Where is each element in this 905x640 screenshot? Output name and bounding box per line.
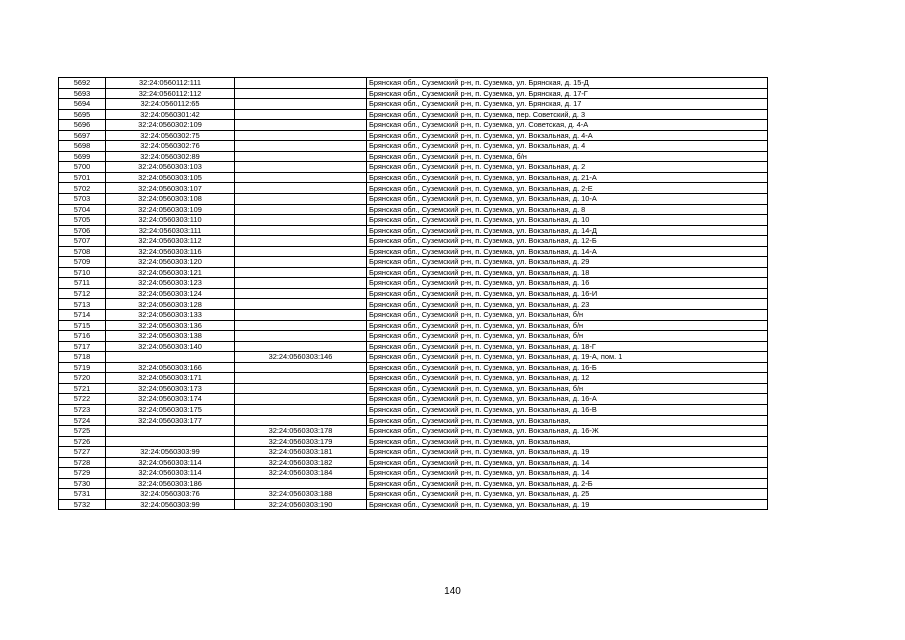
address-cell: Брянская обл., Суземский р-н, п. Суземка, ул. Вокзальная, д. 23 xyxy=(367,299,768,310)
linked-cadastral-number-cell: 32:24:0560303:184 xyxy=(235,468,367,479)
table-row xyxy=(59,489,768,500)
address-cell: Брянская обл., Суземский р-н, п. Суземка, ул. Вокзальная, д. 25 xyxy=(367,489,768,500)
address-cell: Брянская обл., Суземский р-н, п. Суземка, ул. Вокзальная, д. 16-В xyxy=(367,404,768,415)
cadastral-number-cell: 32:24:0560303:110 xyxy=(106,215,235,226)
table-row xyxy=(59,130,768,141)
row-number-cell: 5718 xyxy=(59,352,106,363)
address-cell: Брянская обл., Суземский р-н, п. Суземка, ул. Вокзальная, д. 8 xyxy=(367,204,768,215)
cadastral-number-cell: 32:24:0560303:174 xyxy=(106,394,235,405)
table-row xyxy=(59,288,768,299)
linked-cadastral-number-cell xyxy=(235,478,367,489)
address-cell: Брянская обл., Суземский р-н, п. Суземка, ул. Вокзальная, д. 14-Д xyxy=(367,225,768,236)
cadastral-number-cell: 32:24:0560303:171 xyxy=(106,373,235,384)
row-number-cell: 5710 xyxy=(59,267,106,278)
cadastral-number-cell: 32:24:0560303:124 xyxy=(106,288,235,299)
row-number-cell: 5700 xyxy=(59,162,106,173)
row-number-cell: 5713 xyxy=(59,299,106,310)
cadastral-number-cell xyxy=(106,426,235,437)
table-row xyxy=(59,172,768,183)
row-number-cell: 5709 xyxy=(59,257,106,268)
table-row xyxy=(59,394,768,405)
linked-cadastral-number-cell xyxy=(235,236,367,247)
linked-cadastral-number-cell xyxy=(235,162,367,173)
cadastral-number-cell: 32:24:0560112:111 xyxy=(106,78,235,89)
address-cell: Брянская обл., Суземский р-н, п. Суземка, ул. Вокзальная, д. 12-Б xyxy=(367,236,768,247)
address-cell: Брянская обл., Суземский р-н, п. Суземка, ул. Вокзальная, xyxy=(367,415,768,426)
linked-cadastral-number-cell xyxy=(235,267,367,278)
address-cell: Брянская обл., Суземский р-н, п. Суземка, ул. Вокзальная, б/н xyxy=(367,310,768,321)
row-number-cell: 5706 xyxy=(59,225,106,236)
linked-cadastral-number-cell xyxy=(235,141,367,152)
table-row xyxy=(59,99,768,110)
row-number-cell: 5697 xyxy=(59,130,106,141)
address-cell: Брянская обл., Суземский р-н, п. Суземка, ул. Вокзальная, д. 10-А xyxy=(367,194,768,205)
table-row xyxy=(59,362,768,373)
cadastral-number-cell: 32:24:0560303:108 xyxy=(106,194,235,205)
table-row xyxy=(59,215,768,226)
cadastral-number-cell xyxy=(106,436,235,447)
cadastral-number-cell: 32:24:0560303:103 xyxy=(106,162,235,173)
address-cell: Брянская обл., Суземский р-н, п. Суземка, ул. Брянская, д. 17-Г xyxy=(367,88,768,99)
address-cell: Брянская обл., Суземский р-н, п. Суземка, ул. Вокзальная, д. 21-А xyxy=(367,172,768,183)
table-row xyxy=(59,88,768,99)
row-number-cell: 5711 xyxy=(59,278,106,289)
table-row xyxy=(59,278,768,289)
linked-cadastral-number-cell xyxy=(235,288,367,299)
table-row xyxy=(59,246,768,257)
linked-cadastral-number-cell: 32:24:0560303:146 xyxy=(235,352,367,363)
linked-cadastral-number-cell xyxy=(235,183,367,194)
linked-cadastral-number-cell xyxy=(235,215,367,226)
linked-cadastral-number-cell xyxy=(235,88,367,99)
cadastral-number-cell: 32:24:0560303:133 xyxy=(106,310,235,321)
cadastral-number-cell: 32:24:0560112:112 xyxy=(106,88,235,99)
address-cell: Брянская обл., Суземский р-н, п. Суземка, ул. Вокзальная, д. 19 xyxy=(367,447,768,458)
cadastral-number-cell: 32:24:0560303:114 xyxy=(106,457,235,468)
address-cell: Брянская обл., Суземский р-н, п. Суземка, ул. Вокзальная, д. 19 xyxy=(367,499,768,510)
linked-cadastral-number-cell xyxy=(235,246,367,257)
table-row xyxy=(59,320,768,331)
linked-cadastral-number-cell xyxy=(235,331,367,342)
linked-cadastral-number-cell xyxy=(235,404,367,415)
table-row xyxy=(59,331,768,342)
table-row xyxy=(59,352,768,363)
row-number-cell: 5693 xyxy=(59,88,106,99)
cadastral-number-cell: 32:24:0560303:128 xyxy=(106,299,235,310)
table-row xyxy=(59,436,768,447)
address-cell: Брянская обл., Суземский р-н, п. Суземка, ул. Вокзальная, д. 16-Ж xyxy=(367,426,768,437)
row-number-cell: 5722 xyxy=(59,394,106,405)
row-number-cell: 5731 xyxy=(59,489,106,500)
linked-cadastral-number-cell: 32:24:0560303:188 xyxy=(235,489,367,500)
cadastral-number-cell: 32:24:0560303:136 xyxy=(106,320,235,331)
linked-cadastral-number-cell xyxy=(235,415,367,426)
address-cell: Брянская обл., Суземский р-н, п. Суземка, ул. Советская, д. 4-А xyxy=(367,120,768,131)
row-number-cell: 5716 xyxy=(59,331,106,342)
table-row xyxy=(59,299,768,310)
row-number-cell: 5721 xyxy=(59,383,106,394)
cadastral-number-cell: 32:24:0560303:121 xyxy=(106,267,235,278)
table-row xyxy=(59,447,768,458)
address-cell: Брянская обл., Суземский р-н, п. Суземка, ул. Брянская, д. 17 xyxy=(367,99,768,110)
row-number-cell: 5724 xyxy=(59,415,106,426)
row-number-cell: 5732 xyxy=(59,499,106,510)
linked-cadastral-number-cell: 32:24:0560303:190 xyxy=(235,499,367,510)
cadastral-number-cell: 32:24:0560112:65 xyxy=(106,99,235,110)
row-number-cell: 5696 xyxy=(59,120,106,131)
table-row xyxy=(59,78,768,89)
address-cell: Брянская обл., Суземский р-н, п. Суземка, ул. Вокзальная, д. 14 xyxy=(367,457,768,468)
table-row xyxy=(59,151,768,162)
row-number-cell: 5726 xyxy=(59,436,106,447)
address-cell: Брянская обл., Суземский р-н, п. Суземка, ул. Вокзальная, д. 16-А xyxy=(367,394,768,405)
address-cell: Брянская обл., Суземский р-н, п. Суземка, ул. Брянская, д. 15-Д xyxy=(367,78,768,89)
address-cell: Брянская обл., Суземский р-н, п. Суземка, ул. Вокзальная, д. 14 xyxy=(367,468,768,479)
linked-cadastral-number-cell xyxy=(235,78,367,89)
cadastral-number-cell: 32:24:0560303:120 xyxy=(106,257,235,268)
linked-cadastral-number-cell: 32:24:0560303:181 xyxy=(235,447,367,458)
linked-cadastral-number-cell xyxy=(235,394,367,405)
cadastral-number-cell: 32:24:0560303:177 xyxy=(106,415,235,426)
table-row xyxy=(59,383,768,394)
cadastral-number-cell: 32:24:0560303:138 xyxy=(106,331,235,342)
table-row xyxy=(59,194,768,205)
row-number-cell: 5714 xyxy=(59,310,106,321)
cadastral-number-cell: 32:24:0560303:114 xyxy=(106,468,235,479)
row-number-cell: 5703 xyxy=(59,194,106,205)
row-number-cell: 5698 xyxy=(59,141,106,152)
address-cell: Брянская обл., Суземский р-н, п. Суземка, ул. Вокзальная, д. 18 xyxy=(367,267,768,278)
linked-cadastral-number-cell xyxy=(235,278,367,289)
address-cell: Брянская обл., Суземский р-н, п. Суземка, ул. Вокзальная, д. 2-Е xyxy=(367,183,768,194)
linked-cadastral-number-cell xyxy=(235,373,367,384)
table-row xyxy=(59,373,768,384)
cadastral-number-cell: 32:24:0560303:123 xyxy=(106,278,235,289)
linked-cadastral-number-cell: 32:24:0560303:182 xyxy=(235,457,367,468)
linked-cadastral-number-cell: 32:24:0560303:178 xyxy=(235,426,367,437)
page-number: 140 xyxy=(444,586,461,597)
cadastral-number-cell: 32:24:0560303:109 xyxy=(106,204,235,215)
row-number-cell: 5701 xyxy=(59,172,106,183)
cadastral-number-cell: 32:24:0560303:186 xyxy=(106,478,235,489)
linked-cadastral-number-cell xyxy=(235,204,367,215)
address-cell: Брянская обл., Суземский р-н, п. Суземка, ул. Вокзальная, д. 10 xyxy=(367,215,768,226)
address-cell: Брянская обл., Суземский р-н, п. Суземка, ул. Вокзальная, д. 4 xyxy=(367,141,768,152)
table-row xyxy=(59,415,768,426)
linked-cadastral-number-cell xyxy=(235,299,367,310)
row-number-cell: 5717 xyxy=(59,341,106,352)
address-cell: Брянская обл., Суземский р-н, п. Суземка, пер. Советский, д. 3 xyxy=(367,109,768,120)
address-cell: Брянская обл., Суземский р-н, п. Суземка, ул. Вокзальная, д. 16-И xyxy=(367,288,768,299)
cadastral-number-cell: 32:24:0560301:42 xyxy=(106,109,235,120)
address-cell: Брянская обл., Суземский р-н, п. Суземка, ул. Вокзальная, д. 29 xyxy=(367,257,768,268)
row-number-cell: 5705 xyxy=(59,215,106,226)
table-row xyxy=(59,404,768,415)
address-cell: Брянская обл., Суземский р-н, п. Суземка, ул. Вокзальная, д. 18-Г xyxy=(367,341,768,352)
table-row xyxy=(59,267,768,278)
cadastral-number-cell: 32:24:0560303:76 xyxy=(106,489,235,500)
row-number-cell: 5694 xyxy=(59,99,106,110)
cadastral-number-cell: 32:24:0560303:105 xyxy=(106,172,235,183)
cadastral-number-cell: 32:24:0560302:75 xyxy=(106,130,235,141)
row-number-cell: 5723 xyxy=(59,404,106,415)
row-number-cell: 5702 xyxy=(59,183,106,194)
cadastral-number-cell: 32:24:0560303:99 xyxy=(106,499,235,510)
table-row xyxy=(59,341,768,352)
table-row xyxy=(59,141,768,152)
table-row xyxy=(59,204,768,215)
table-row xyxy=(59,457,768,468)
address-cell: Брянская обл., Суземский р-н, п. Суземка, ул. Вокзальная, б/н xyxy=(367,383,768,394)
linked-cadastral-number-cell xyxy=(235,151,367,162)
table-row xyxy=(59,109,768,120)
row-number-cell: 5728 xyxy=(59,457,106,468)
cadastral-number-cell: 32:24:0560303:173 xyxy=(106,383,235,394)
table-row xyxy=(59,120,768,131)
registry-table xyxy=(58,77,768,510)
address-cell: Брянская обл., Суземский р-н, п. Суземка, ул. Вокзальная, д. 2-Б xyxy=(367,478,768,489)
linked-cadastral-number-cell xyxy=(235,341,367,352)
row-number-cell: 5692 xyxy=(59,78,106,89)
cadastral-number-cell xyxy=(106,352,235,363)
row-number-cell: 5708 xyxy=(59,246,106,257)
cadastral-number-cell: 32:24:0560302:89 xyxy=(106,151,235,162)
address-cell: Брянская обл., Суземский р-н, п. Суземка, ул. Вокзальная, д. 19-А, пом. 1 xyxy=(367,352,768,363)
row-number-cell: 5712 xyxy=(59,288,106,299)
linked-cadastral-number-cell xyxy=(235,99,367,110)
address-cell: Брянская обл., Суземский р-н, п. Суземка, ул. Вокзальная, д. 12 xyxy=(367,373,768,384)
row-number-cell: 5720 xyxy=(59,373,106,384)
cadastral-number-cell: 32:24:0560303:175 xyxy=(106,404,235,415)
address-cell: Брянская обл., Суземский р-н, п. Суземка, ул. Вокзальная, б/н xyxy=(367,320,768,331)
address-cell: Брянская обл., Суземский р-н, п. Суземка, ул. Вокзальная, д. 14-А xyxy=(367,246,768,257)
cadastral-number-cell: 32:24:0560303:166 xyxy=(106,362,235,373)
linked-cadastral-number-cell xyxy=(235,120,367,131)
address-cell: Брянская обл., Суземский р-н, п. Суземка, ул. Вокзальная, д. 2 xyxy=(367,162,768,173)
row-number-cell: 5729 xyxy=(59,468,106,479)
linked-cadastral-number-cell: 32:24:0560303:179 xyxy=(235,436,367,447)
linked-cadastral-number-cell xyxy=(235,362,367,373)
cadastral-number-cell: 32:24:0560303:107 xyxy=(106,183,235,194)
row-number-cell: 5727 xyxy=(59,447,106,458)
table-row xyxy=(59,183,768,194)
table-row xyxy=(59,162,768,173)
cadastral-number-cell: 32:24:0560303:99 xyxy=(106,447,235,458)
row-number-cell: 5715 xyxy=(59,320,106,331)
table-row xyxy=(59,499,768,510)
row-number-cell: 5730 xyxy=(59,478,106,489)
linked-cadastral-number-cell xyxy=(235,172,367,183)
linked-cadastral-number-cell xyxy=(235,109,367,120)
cadastral-number-cell: 32:24:0560302:109 xyxy=(106,120,235,131)
row-number-cell: 5695 xyxy=(59,109,106,120)
row-number-cell: 5704 xyxy=(59,204,106,215)
table-row xyxy=(59,257,768,268)
cadastral-number-cell: 32:24:0560303:111 xyxy=(106,225,235,236)
linked-cadastral-number-cell xyxy=(235,320,367,331)
table-row xyxy=(59,478,768,489)
cadastral-number-cell: 32:24:0560303:140 xyxy=(106,341,235,352)
table-row xyxy=(59,225,768,236)
row-number-cell: 5725 xyxy=(59,426,106,437)
cadastral-number-cell: 32:24:0560303:116 xyxy=(106,246,235,257)
registry-table-body xyxy=(59,78,768,510)
address-cell: Брянская обл., Суземский р-н, п. Суземка, ул. Вокзальная, б/н xyxy=(367,331,768,342)
row-number-cell: 5699 xyxy=(59,151,106,162)
cadastral-number-cell: 32:24:0560302:76 xyxy=(106,141,235,152)
linked-cadastral-number-cell xyxy=(235,383,367,394)
table-row xyxy=(59,236,768,247)
linked-cadastral-number-cell xyxy=(235,225,367,236)
table-row xyxy=(59,468,768,479)
address-cell: Брянская обл., Суземский р-н, п. Суземка, ул. Вокзальная, xyxy=(367,436,768,447)
linked-cadastral-number-cell xyxy=(235,194,367,205)
linked-cadastral-number-cell xyxy=(235,257,367,268)
table-row xyxy=(59,426,768,437)
cadastral-number-cell: 32:24:0560303:112 xyxy=(106,236,235,247)
address-cell: Брянская обл., Суземский р-н, п. Суземка, ул. Вокзальная, д. 16-Б xyxy=(367,362,768,373)
linked-cadastral-number-cell xyxy=(235,130,367,141)
address-cell: Брянская обл., Суземский р-н, п. Суземка, б/н xyxy=(367,151,768,162)
address-cell: Брянская обл., Суземский р-н, п. Суземка, ул. Вокзальная, д. 16 xyxy=(367,278,768,289)
row-number-cell: 5719 xyxy=(59,362,106,373)
address-cell: Брянская обл., Суземский р-н, п. Суземка, ул. Вокзальная, д. 4-А xyxy=(367,130,768,141)
row-number-cell: 5707 xyxy=(59,236,106,247)
linked-cadastral-number-cell xyxy=(235,310,367,321)
table-row xyxy=(59,310,768,321)
